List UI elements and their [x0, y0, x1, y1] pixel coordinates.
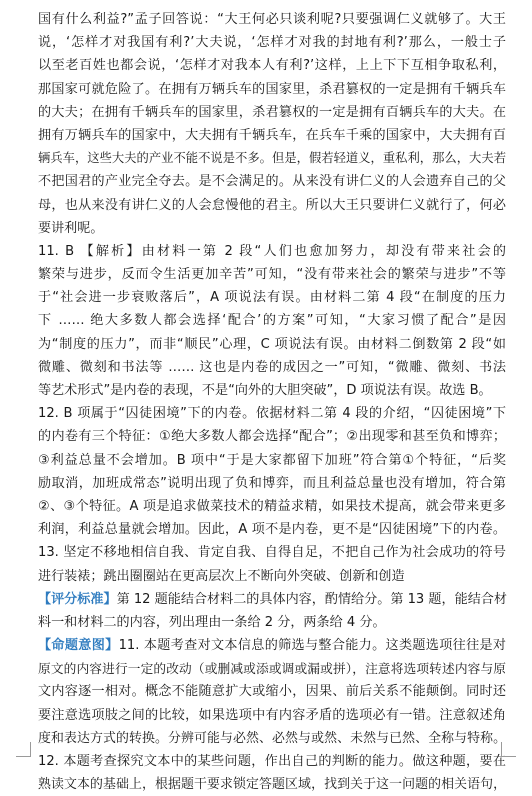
- text-line: 要讲利呢。: [38, 220, 104, 236]
- text-line: 度和表达方式的转换。分辨可能与必然、必然与或然、未然与已然、全称与特称。: [38, 730, 506, 746]
- text-line: 不把国君的产业完全夺去。是不会满足的。从来没有讲仁义的人会遗弃自己的父: [38, 174, 506, 190]
- text-line: ③利益总量不会增加。B 项中“于是大家都留下加班”符合第①个特征，“后奖: [38, 452, 506, 468]
- text-line: 12. B 项属于“囚徒困境”下的内卷。依据材料二第 4 段的介绍，“囚徒困境”下: [38, 406, 506, 422]
- text-line: 【评分标准】第 12 题能结合材料二的具体内容，酌情给分。第 13 题，能结合材: [38, 591, 507, 607]
- text-line: 那国家可就危险了。在拥有万辆兵车的国家里，杀君篡权的一定是拥有千辆兵车: [38, 81, 506, 97]
- text-line: 进行装裱；跳出圈圈站在更高层次上不断向外突破、创新和创造: [38, 568, 405, 584]
- text-line: 利润，利益总量就会增加。因此，A 项不是内卷，更不是“囚徒困境”下的内卷。: [38, 522, 506, 538]
- text-line: 11. B 【解析】由材料一第 2 段“人们也愈加努力，却没有带来社会的: [38, 243, 506, 259]
- text-line: 以至老百姓也都会说，‘怎样才对我本人有利?’这样，上上下下互相争取私利，: [38, 58, 506, 74]
- text-line: 繁荣与进步，反而令生活更加辛苦”可知，“没有带来社会的繁荣与进步”不等: [38, 267, 506, 283]
- crop-mark-left: [16, 742, 31, 757]
- text-line: 的大夫；在拥有千辆兵车的国家里，杀君篡权的一定是拥有百辆兵车的大夫。在: [38, 104, 506, 120]
- text-line: 于“社会进一步衰败落后”，A 项说法有误。由材料二第 4 段“在制度的压力: [38, 290, 506, 306]
- text-line: 等艺术形式”是内卷的表现，不是“向外的大胆突破”，D 项说法有误。故选 B。: [38, 383, 492, 398]
- text-line: 辆兵车，这些大夫的产业不能不说是不多。但是，假若轻道义，重私利，那么，大夫若: [38, 151, 506, 166]
- text-line: 【命题意图】11. 本题考查对文本信息的筛选与整合能力。这类题选项往往是对: [38, 638, 507, 654]
- text-line: 熟读文本的基础上，根据题干要求锁定答题区域，找到关于这一问题的相关语句，: [38, 777, 506, 793]
- text-line: 拥有万辆兵车的国家中，大夫拥有千辆兵车，在兵车千乘的国家中，大夫拥有百: [38, 127, 506, 143]
- section-tag: 【命题意图】: [38, 638, 119, 654]
- text-line: 为“制度的压力”，而非“顺民”心理，C 项说法有误。由材料二倒数第 2 段“如: [38, 336, 506, 352]
- text-line: 料一和材料二的内容，列出理由一条给 2 分，两条给 4 分。: [38, 614, 386, 630]
- text-line: 12. 本题考查探究文本中的某些问题，作出自己的判断的能力。做这种题，要在: [38, 754, 506, 769]
- text-line: 下 …… 绝大多数人都会选择‘配合’的方案”可知，“大家习惯了配合”是因: [38, 313, 506, 329]
- text-line: 13. 坚定不移地相信自我、肯定自我、自得自足，不把自己作为社会成功的符号: [38, 545, 506, 561]
- text-line: 励取消，加班成常态”说明出现了负和博弈，而且利益总量也没有增加，符合第: [38, 475, 506, 491]
- crop-mark-right: [501, 742, 516, 757]
- text-line: ②、③个特征。A 项是追求做菜技术的精益求精，如果技术提高，就会带来更多: [38, 498, 506, 514]
- text-line: 文内容逐一相对。概念不能随意扩大或缩小，因果、前后关系不能颠倒。同时还: [38, 684, 506, 700]
- section-tag: 【评分标准】: [38, 591, 117, 607]
- document-body: [38, 8, 506, 796]
- text-line: 微雕、微刻和书法等 …… 这也是内卷的成因之一”可知，“微雕、微刻、书法: [38, 359, 506, 375]
- text-line: 要注意选项肢之间的比较，如果选项中有内容矛盾的选项必有一错。注意叙述角: [38, 707, 506, 723]
- text-line: 的内卷有三个特征：①绝大多数人都会选择“配合”；②出现零和甚至负和博弈；: [38, 429, 506, 445]
- text-line: 原文的内容进行一定的改动（或删减或添或调或漏或拼），注意将选项转述内容与原: [38, 661, 506, 677]
- text-line: 母，也从来没有讲仁义的人会怠慢他的君主。所以大王只要讲仁义就行了，何必: [38, 197, 506, 213]
- text-line: 国有什么利益?”孟子回答说：“大王何必只谈利呢?只要强调仁义就够了。大王: [38, 12, 506, 27]
- text-line: 说，‘怎样才对我国有利?’大夫说，‘怎样才对我的封地有利?’那么，一般士子: [38, 35, 506, 51]
